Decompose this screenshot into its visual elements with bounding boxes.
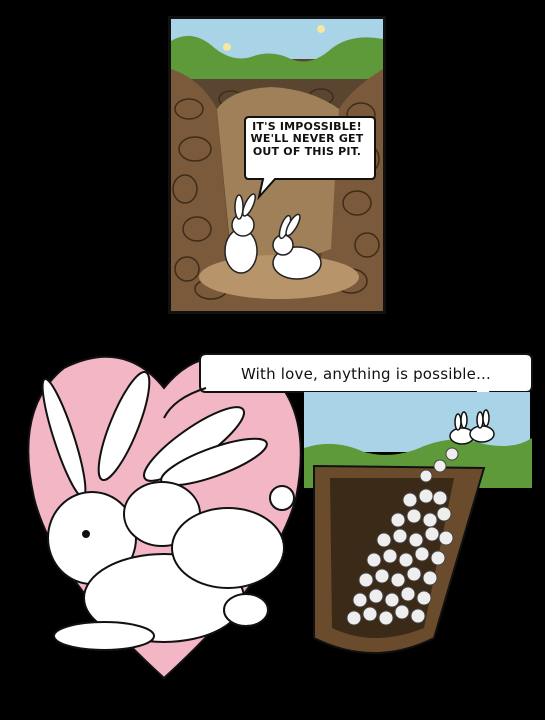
- speech-line-1: IT'S IMPOSSIBLE!: [252, 120, 362, 133]
- pit-scene-illustration: [171, 19, 383, 311]
- speech-text-top: [246, 121, 368, 158]
- bottom-comic-panel: [14, 348, 536, 692]
- speech-text-bottom: With love, anything is possible...: [240, 365, 491, 383]
- love-scene-illustration: [14, 348, 536, 692]
- speech-line-2: WE'LL NEVER GET: [250, 132, 364, 146]
- sky-bottom: [304, 392, 530, 452]
- speech-line-3: OUT OF THIS PIT.: [252, 144, 362, 158]
- top-comic-panel: [168, 16, 386, 314]
